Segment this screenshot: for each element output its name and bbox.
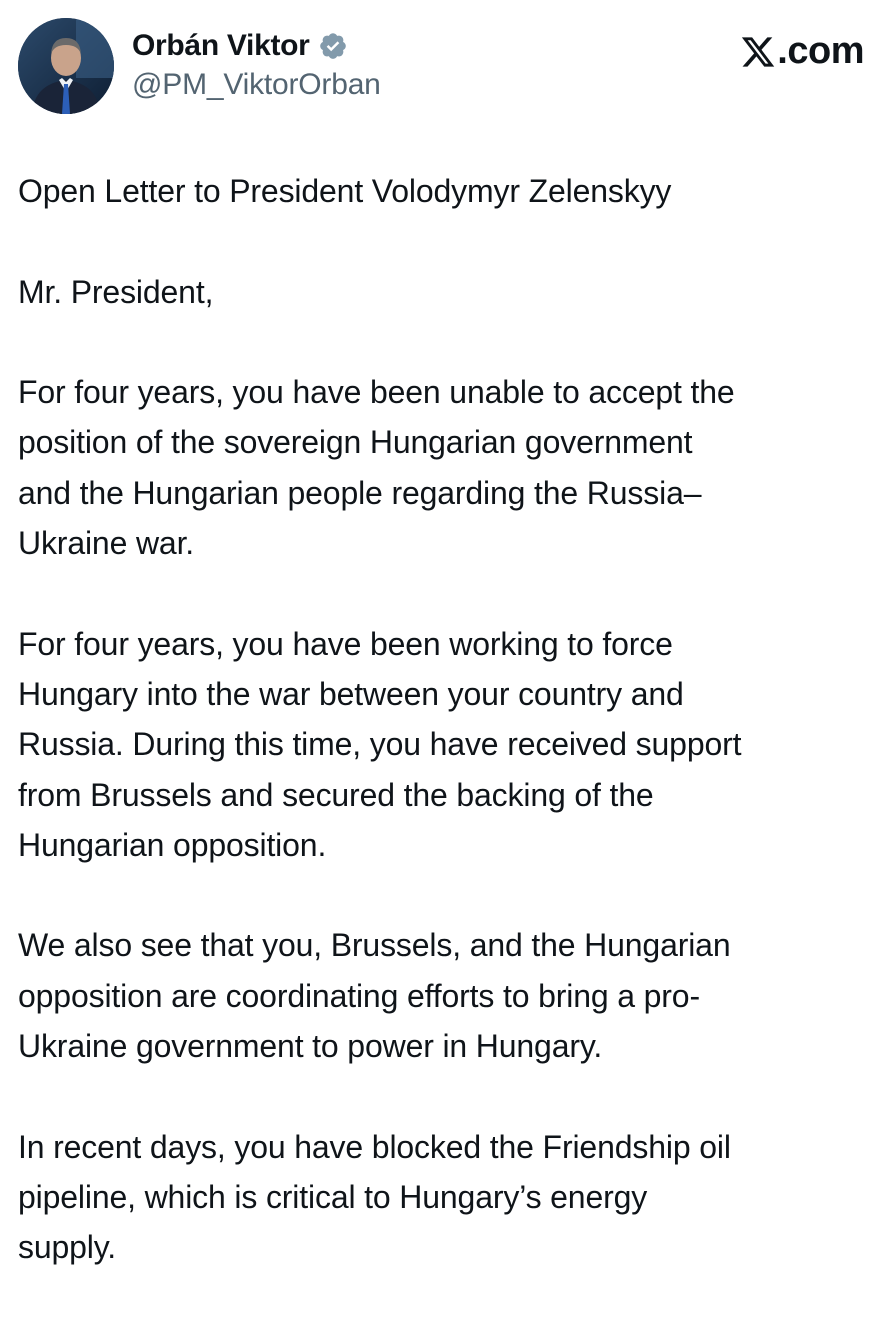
display-name[interactable]: Orbán Viktor [132,29,310,62]
letter-paragraph: For four years, you have been working to force Hungary into the war between your country and Russia. During this time, you have received support from Brussels and secured the backing of the Hungarian opposition. [18,625,742,863]
source-domain: .com [777,30,864,72]
avatar[interactable] [18,18,114,114]
display-name-row [132,26,381,66]
letter-paragraph: In recent days, you have blocked the Friendship oil pipeline, which is critical to Hungary’s energy supply. [18,1128,731,1266]
author-handle[interactable]: @PM_ViktorOrban [132,68,381,101]
author-block [132,26,381,102]
letter-title: Open Letter to President Volodymyr Zelenskyy [18,173,672,209]
tweet-header [18,18,864,118]
verified-badge-icon [318,31,348,61]
letter-paragraph: We also see that you, Brussels, and the Hungarian opposition are coordinating efforts to bring a pro- Ukraine government to power in Hungary. [18,927,731,1065]
profile-photo-icon [18,18,114,114]
letter-salutation: Mr. President, [18,273,214,310]
tweet-body [18,166,868,1323]
source-watermark [740,30,864,73]
x-logo-icon [740,34,776,70]
letter-paragraph: For four years, you have been unable to accept the position of the sovereign Hungarian government and the Hungarian people regarding the Russia– Ukraine war. [18,374,735,562]
